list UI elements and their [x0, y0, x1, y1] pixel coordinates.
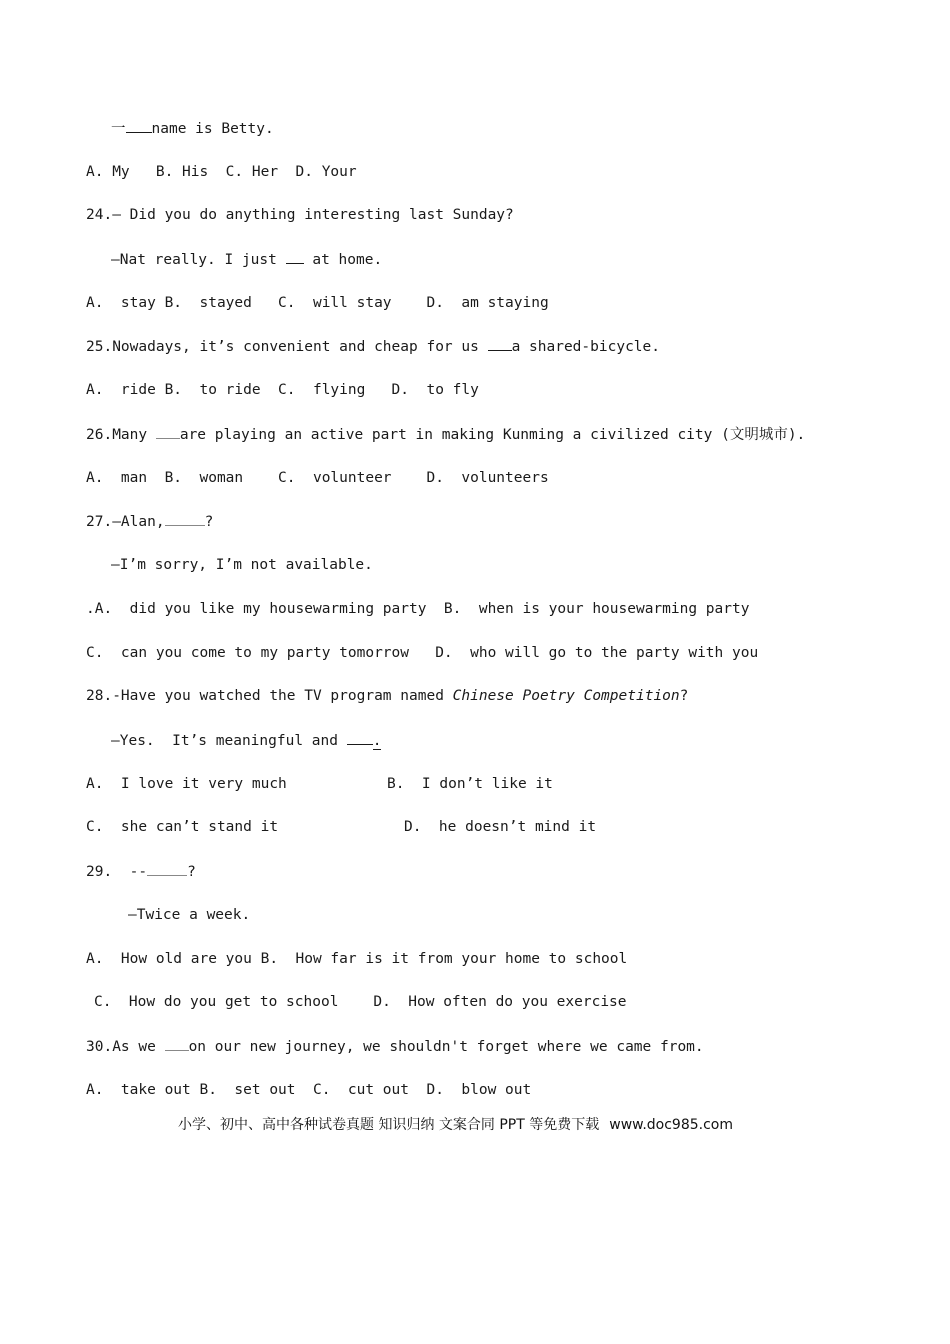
- q25-stem-lead: 25.Nowadays, it’s convenient and cheap for us: [86, 339, 488, 355]
- q24-reply: [111, 249, 382, 270]
- q28-blank: [347, 730, 373, 745]
- q29-blank: [147, 861, 187, 876]
- q27-options-row1: .A. did you like my housewarming party B. when is your housewarming party: [86, 601, 750, 617]
- q28-option-c: C. she can’t stand it: [86, 819, 279, 835]
- q23-stem-lead: 一: [111, 121, 126, 137]
- q30-options: A. take out B. set out C. cut out D. blow out: [86, 1082, 532, 1098]
- q30-stem-lead: 30.As we: [86, 1039, 165, 1055]
- q26-stem-lead: 26.Many: [86, 427, 156, 443]
- q28-option-b: B. I don’t like it: [387, 776, 553, 792]
- q28-reply-lead: —Yes. It’s meaningful and: [111, 733, 347, 749]
- q24-stem: 24.— Did you do anything interesting last Sunday?: [86, 207, 514, 223]
- q27-stem: [86, 511, 213, 532]
- q29-options-row2: C. How do you get to school D. How often do you exercise: [94, 994, 627, 1010]
- q28-stem-lead: 28.-Have you watched the TV program named: [86, 688, 453, 704]
- footer-url-link[interactable]: www.doc985.com: [609, 1117, 733, 1133]
- q27-blank: [165, 511, 205, 526]
- q24-options: A. stay B. stayed C. will stay D. am staying: [86, 295, 549, 311]
- q26-options: A. man B. woman C. volunteer D. volunteers: [86, 470, 549, 486]
- q28-option-a: A. I love it very much: [86, 776, 287, 792]
- q24-blank: [286, 249, 304, 264]
- q27-stem-tail: ?: [204, 514, 214, 530]
- q27-options-row2: C. can you come to my party tomorrow D. who will go to the party with you: [86, 645, 759, 661]
- q26-stem-tail: are playing an active part in making Kunming a civilized city (文明城市).: [179, 427, 806, 443]
- q28-reply-tail: .: [372, 733, 382, 749]
- q28-program-title: Chinese Poetry Competition: [452, 688, 680, 704]
- q30-blank: [165, 1036, 189, 1051]
- q29-stem-lead: 29. --: [86, 864, 148, 880]
- q23-stem-text: name is Betty.: [151, 121, 274, 137]
- q28-option-d: D. he doesn’t mind it: [404, 819, 597, 835]
- q25-blank: [488, 336, 512, 351]
- q23-blank: [126, 118, 152, 133]
- q28-stem-tail: ?: [679, 688, 689, 704]
- q25-stem-tail: a shared-bicycle.: [511, 339, 660, 355]
- q27-reply: —I’m sorry, I’m not available.: [111, 557, 373, 573]
- q29-reply: —Twice a week.: [128, 907, 251, 923]
- footer-text: 小学、初中、高中各种试卷真题 知识归纳 文案合同 PPT 等免费下载: [178, 1117, 600, 1133]
- q28-reply: [111, 730, 381, 751]
- q25-stem: [86, 336, 660, 357]
- q26-stem: [86, 424, 805, 445]
- q29-stem: [86, 861, 196, 882]
- q25-options: A. ride B. to ride C. flying D. to fly: [86, 382, 479, 398]
- q26-blank: [156, 424, 180, 439]
- q27-stem-lead: 27.—Alan,: [86, 514, 165, 530]
- q29-stem-tail: ?: [187, 864, 196, 880]
- page-footer: [178, 1114, 733, 1134]
- q24-reply-lead: —Nat really. I just: [111, 252, 286, 268]
- q23-stem: [111, 118, 274, 139]
- q30-stem-tail: on our new journey, we shouldn't forget where we came from.: [188, 1039, 704, 1055]
- q28-stem: [86, 686, 688, 706]
- q29-options-row1: A. How old are you B. How far is it from your home to school: [86, 951, 628, 967]
- q23-options: A. My B. His C. Her D. Your: [86, 164, 357, 180]
- q24-reply-tail: at home.: [303, 252, 383, 268]
- q30-stem: [86, 1036, 704, 1057]
